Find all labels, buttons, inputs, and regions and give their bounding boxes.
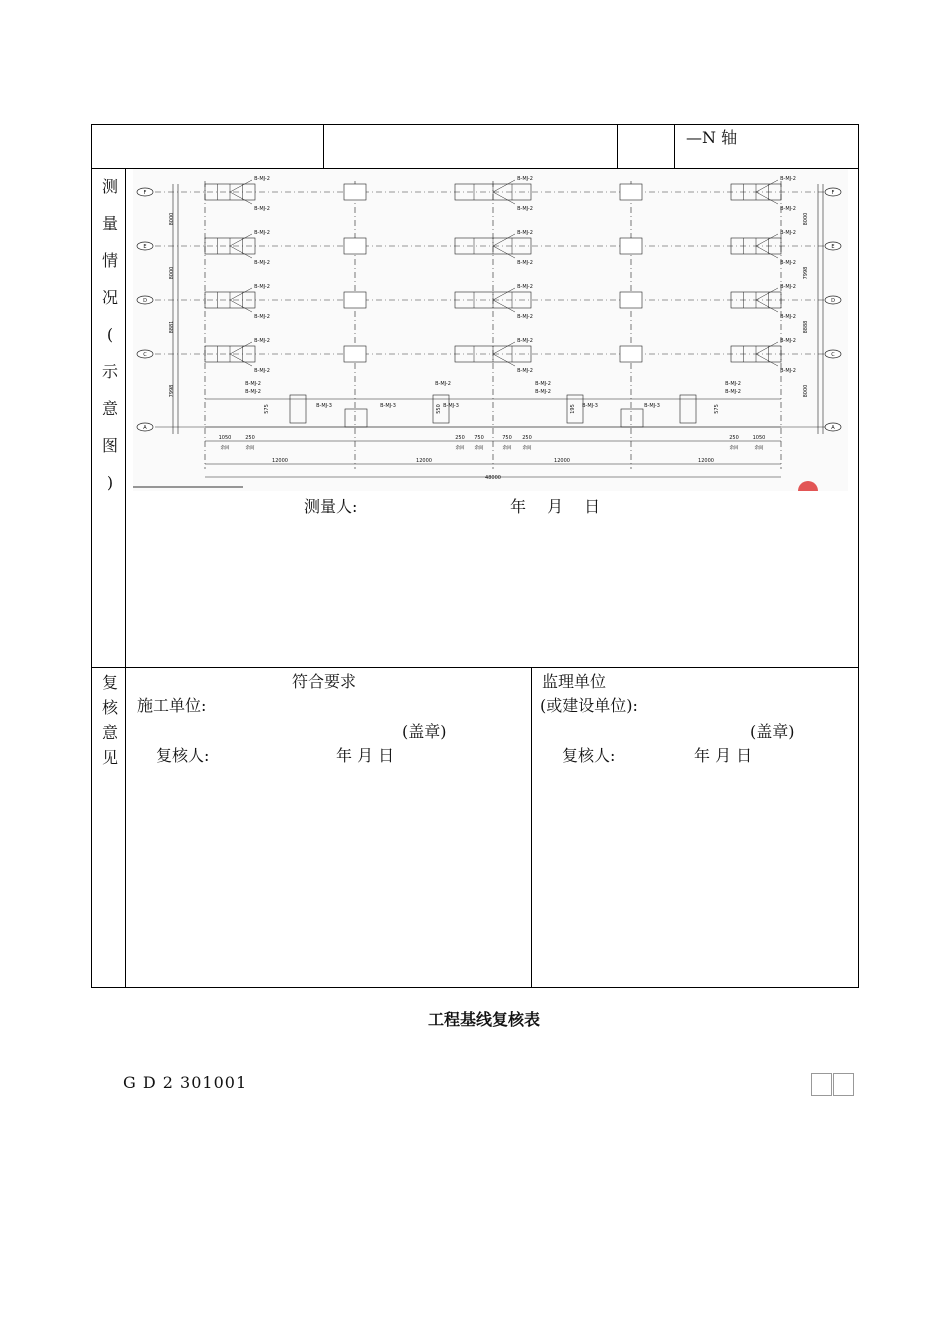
beam-tag-alt: B-MJ-3	[582, 403, 598, 409]
column-box	[344, 346, 366, 362]
beam-tag: B-MJ-2	[780, 230, 796, 236]
beam-tag: B-MJ-2	[254, 368, 270, 374]
left-dim: 8881	[169, 320, 175, 334]
beam-tag: B-MJ-2	[254, 314, 270, 320]
beam-tag: B-MJ-2	[780, 206, 796, 212]
bay-dim: 12000	[698, 458, 714, 464]
bottom-small-dim: 750	[502, 435, 512, 441]
beam-tag: B-MJ-2	[780, 314, 796, 320]
row-label-right: E	[831, 244, 835, 250]
bottom-small-dim: 250	[522, 435, 532, 441]
beam-tag-alt: B-MJ-3	[443, 403, 459, 409]
reviewer-right: 复核人:	[562, 746, 616, 765]
row-label-right: D	[831, 298, 835, 304]
beam-tag: B-MJ-2	[517, 260, 533, 266]
left-dim: 8000	[169, 212, 175, 226]
row-label-right: F	[831, 190, 835, 196]
row-label-right: A	[831, 425, 835, 431]
beam-tag-strip: B-MJ-2	[725, 381, 741, 387]
bay-dim: 12000	[272, 458, 288, 464]
column-box	[620, 292, 642, 308]
axis-label: —N 轴	[686, 128, 738, 147]
column-box	[344, 292, 366, 308]
beam-tag-strip: B-MJ-2	[435, 381, 451, 387]
bottom-small-dim: 750	[474, 435, 484, 441]
beam-tag-strip: B-MJ-2	[535, 389, 551, 395]
column-box	[344, 238, 366, 254]
beam-tag: B-MJ-2	[517, 230, 533, 236]
date-left: 年 月 日	[336, 746, 395, 765]
row-label-left: F	[143, 190, 147, 196]
vertical-small-dim: 195	[570, 404, 576, 414]
form-code: G D 2 301001	[123, 1073, 248, 1092]
column-box	[620, 346, 642, 362]
beam-tag: B-MJ-2	[254, 338, 270, 344]
beam-tag-alt: B-MJ-3	[644, 403, 660, 409]
bottom-small-note: 余回	[455, 446, 465, 451]
page-box-2	[833, 1073, 854, 1096]
beam-tag: B-MJ-2	[780, 338, 796, 344]
bottom-small-note: 余回	[502, 446, 512, 451]
row-label-left: C	[143, 352, 147, 358]
right-dim: 8888	[803, 320, 809, 334]
bottom-small-note: 余间	[474, 446, 484, 451]
review-middle-divider	[531, 667, 532, 988]
right-dim: 8000	[803, 212, 809, 226]
row-label-right: C	[831, 352, 835, 358]
beam-tag: B-MJ-2	[517, 284, 533, 290]
meets-requirement: 符合要求	[292, 672, 357, 691]
vertical-small-dim: 550	[436, 404, 442, 414]
total-dim: 48000	[485, 475, 501, 481]
survey-date: 年 月 日	[510, 497, 601, 516]
column-box	[344, 184, 366, 200]
beam-tag-strip: B-MJ-2	[535, 381, 551, 387]
vertical-small-dim: 575	[264, 404, 270, 414]
bay-dim: 12000	[416, 458, 432, 464]
survey-side-label: 测 量 情 况 ( 示 意 图 )	[101, 177, 118, 492]
beam-tag: B-MJ-2	[517, 206, 533, 212]
seal-right: (盖章)	[750, 722, 795, 741]
bottom-small-dim: 250	[455, 435, 465, 441]
beam-tag: B-MJ-2	[780, 260, 796, 266]
bottom-small-note: 余间	[245, 446, 255, 451]
bottom-small-dim: 250	[729, 435, 739, 441]
bottom-small-note: 余回	[220, 446, 230, 451]
beam-tag-strip: B-MJ-2	[245, 381, 261, 387]
table-border-right	[858, 124, 859, 988]
seal-left: (盖章)	[402, 722, 447, 741]
supervisor-label: 监理单位	[542, 672, 607, 691]
row-label-left: A	[143, 425, 147, 431]
beam-tag: B-MJ-2	[517, 338, 533, 344]
table-border-left	[91, 124, 92, 988]
header-col-2	[617, 124, 618, 168]
beam-tag-strip: B-MJ-2	[725, 389, 741, 395]
beam-tag: B-MJ-2	[517, 368, 533, 374]
table-border-bottom	[91, 987, 859, 988]
section-divider	[91, 667, 859, 668]
label-column-divider	[125, 168, 126, 988]
beam-tag: B-MJ-2	[254, 230, 270, 236]
table-border-top	[91, 124, 859, 125]
beam-tag-alt: B-MJ-3	[380, 403, 396, 409]
bay-dim: 12000	[554, 458, 570, 464]
beam-tag: B-MJ-2	[780, 368, 796, 374]
beam-tag: B-MJ-2	[517, 176, 533, 182]
review-side-label: 复 核 意 见	[101, 673, 118, 767]
beam-tag: B-MJ-2	[254, 284, 270, 290]
beam-tag: B-MJ-2	[517, 314, 533, 320]
supervisor-sub-label: (或建设单位):	[540, 696, 638, 715]
reviewer-left: 复核人:	[156, 746, 210, 765]
bottom-small-note: 余间	[522, 446, 532, 451]
row-label-left: E	[143, 244, 147, 250]
survey-drawing	[133, 169, 848, 491]
right-dim: 7998	[803, 266, 809, 280]
form-title: 工程基线复核表	[428, 1010, 541, 1029]
beam-tag-strip: B-MJ-2	[245, 389, 261, 395]
left-dim: 8000	[169, 266, 175, 280]
beam-tag: B-MJ-2	[254, 260, 270, 266]
beam-tag: B-MJ-2	[254, 176, 270, 182]
beam-tag: B-MJ-2	[780, 176, 796, 182]
header-col-1	[323, 124, 324, 168]
contractor-label: 施工单位:	[137, 696, 207, 715]
date-right: 年 月 日	[694, 746, 753, 765]
column-box	[620, 238, 642, 254]
left-dim: 7998	[169, 384, 175, 398]
beam-tag: B-MJ-2	[254, 206, 270, 212]
beam-tag-alt: B-MJ-3	[316, 403, 332, 409]
bottom-small-note: 余间	[754, 446, 764, 451]
column-box	[620, 184, 642, 200]
right-dim: 8000	[803, 384, 809, 398]
beam-tag: B-MJ-2	[780, 284, 796, 290]
surveyor-label: 测量人:	[304, 497, 358, 516]
bottom-small-note: 余回	[729, 446, 739, 451]
bottom-small-dim: 1050	[218, 435, 232, 441]
row-label-left: D	[143, 298, 147, 304]
bottom-small-dim: 1050	[752, 435, 766, 441]
page-box-1	[811, 1073, 832, 1096]
vertical-small-dim: 575	[714, 404, 720, 414]
bottom-small-dim: 250	[245, 435, 255, 441]
header-col-3	[674, 124, 675, 168]
